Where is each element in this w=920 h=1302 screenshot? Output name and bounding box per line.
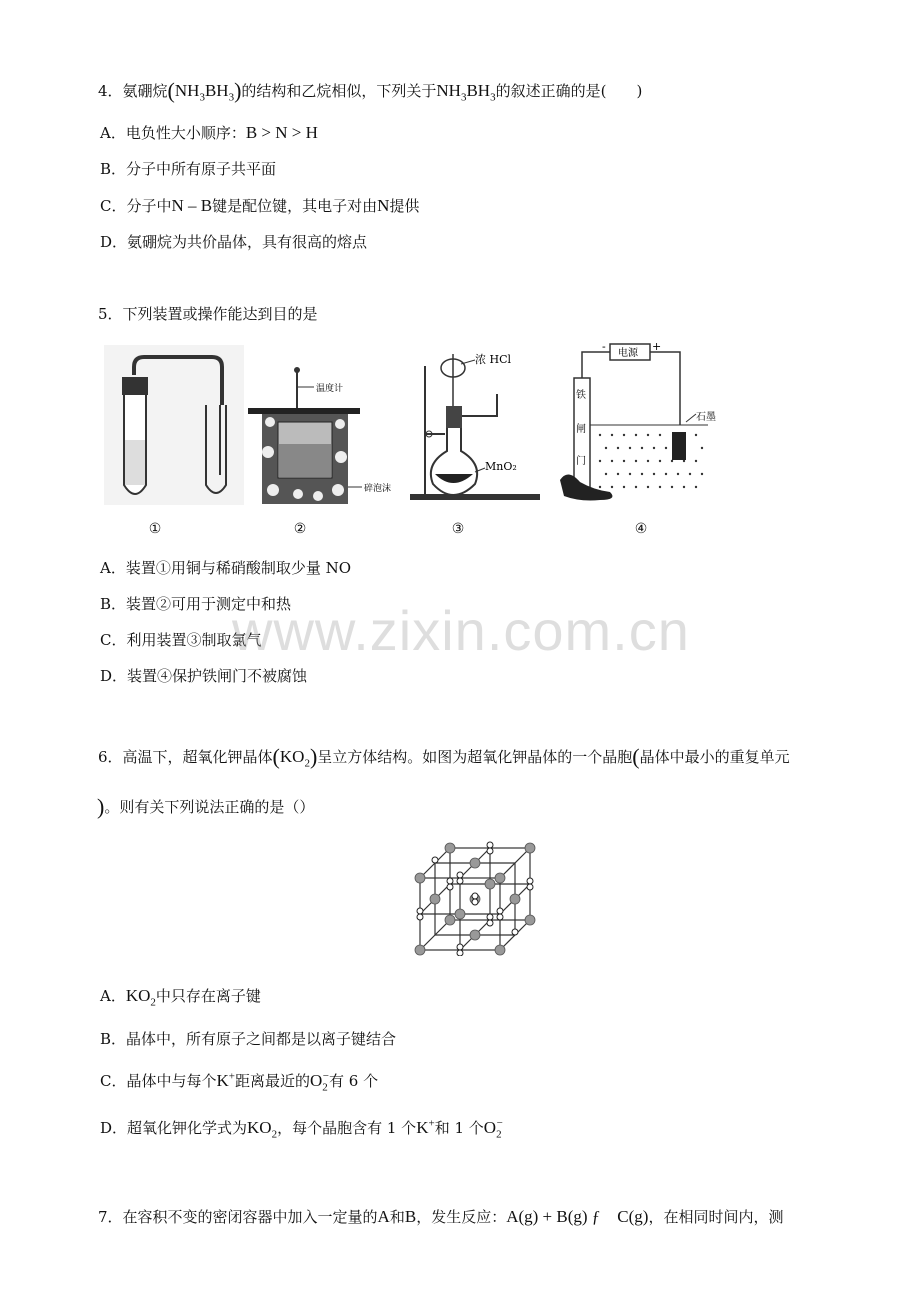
q4-formula-1: $NH_3BH_3$ — [174, 81, 235, 104]
q5-option-b: B．装置②可用于测定中和热 — [100, 595, 292, 613]
q5-option-a: A．装置①用铜与稀硝酸制取少量 NO — [100, 559, 352, 577]
q7-stem: 7．在容积不变的密闭容器中加入一定量的A和B，发生反应：A(g) + B(g) ƒ C(g)，在相同时间内，测 — [98, 1207, 784, 1226]
q6-option-a: A．$KO_2$中只存在离子键 — [100, 986, 261, 1009]
gate-char-3: 门 — [576, 456, 586, 467]
q5-stem: 5．下列装置或操作能达到目的是 — [98, 305, 318, 323]
watermark: www.zixin.com.cn — [232, 599, 690, 662]
q4-stem-post: 的叙述正确的是( ) — [495, 82, 643, 100]
q4-stem-pre: 4．氨硼烷 — [98, 82, 168, 100]
mno2-label: MnO₂ — [485, 460, 517, 473]
q6-stem-line-2: )。则有关下列说法正确的是（） — [97, 794, 315, 819]
figure-label-4: ④ — [634, 521, 648, 537]
conc-hcl-label: 浓 HCl — [475, 353, 512, 366]
q6-option-b: B．晶体中，所有原子之间都是以离子键结合 — [100, 1030, 397, 1048]
q4-stem-mid: 的结构和乙烷相似，下列关于 — [241, 82, 437, 100]
figure-label-2: ② — [293, 521, 307, 537]
thermometer-label: 温度计 — [316, 384, 344, 394]
q6-option-c: C．晶体中与每个K+距离最近的$O_2^-$有 6 个 — [100, 1070, 379, 1094]
q4-option-a: A．电负性大小顺序：B > N > H — [100, 123, 318, 142]
q6-stem-line-1: 6．高温下，超氧化钾晶体$(KO_2)$呈立方体结构。如图为超氧化钾晶体的一个晶胞(晶体中最小的重复单元 — [98, 744, 790, 770]
q6-option-d: D．超氧化钾化学式为$KO_2$，每个晶胞含有 1 个K+和 1 个$O_2^-$ — [100, 1117, 503, 1141]
gate-char-2: 闸 — [576, 424, 586, 435]
apparatus-2-figure — [248, 362, 408, 507]
figure-label-3: ③ — [451, 521, 465, 537]
positive-sign: + — [652, 340, 662, 353]
gate-char-1: 铁 — [576, 390, 586, 401]
negative-sign: - — [602, 340, 606, 353]
q5-option-d: D．装置④保护铁闸门不被腐蚀 — [100, 667, 308, 685]
graphite-label: 石墨 — [696, 412, 716, 423]
q4-stem: 4．氨硼烷$(NH_3BH_3)$的结构和乙烷相似，下列关于$NH_3BH_3$的叙述正确的是( ) — [98, 78, 643, 104]
q4-option-b: B．分子中所有原子共平面 — [100, 160, 277, 178]
q5-option-c: C．利用装置③制取氯气 — [100, 631, 262, 649]
q4-option-c: C．分子中N – B键是配位键，其电子对由N提供 — [100, 196, 420, 215]
figure-label-1: ① — [148, 521, 162, 537]
power-label: 电源 — [618, 348, 638, 359]
crystal-cell-figure — [412, 840, 542, 956]
apparatus-4-figure — [550, 340, 720, 510]
q7-equation: A(g) + B(g) ƒ C(g) — [506, 1207, 649, 1226]
apparatus-1-figure — [104, 345, 244, 505]
foam-label: 碎泡沫 — [364, 484, 392, 494]
apparatus-3-figure — [405, 346, 545, 506]
q4-formula-2: $NH_3BH_3$ — [436, 81, 496, 104]
q4-option-d: D．氨硼烷为共价晶体，具有很高的熔点 — [100, 233, 368, 251]
